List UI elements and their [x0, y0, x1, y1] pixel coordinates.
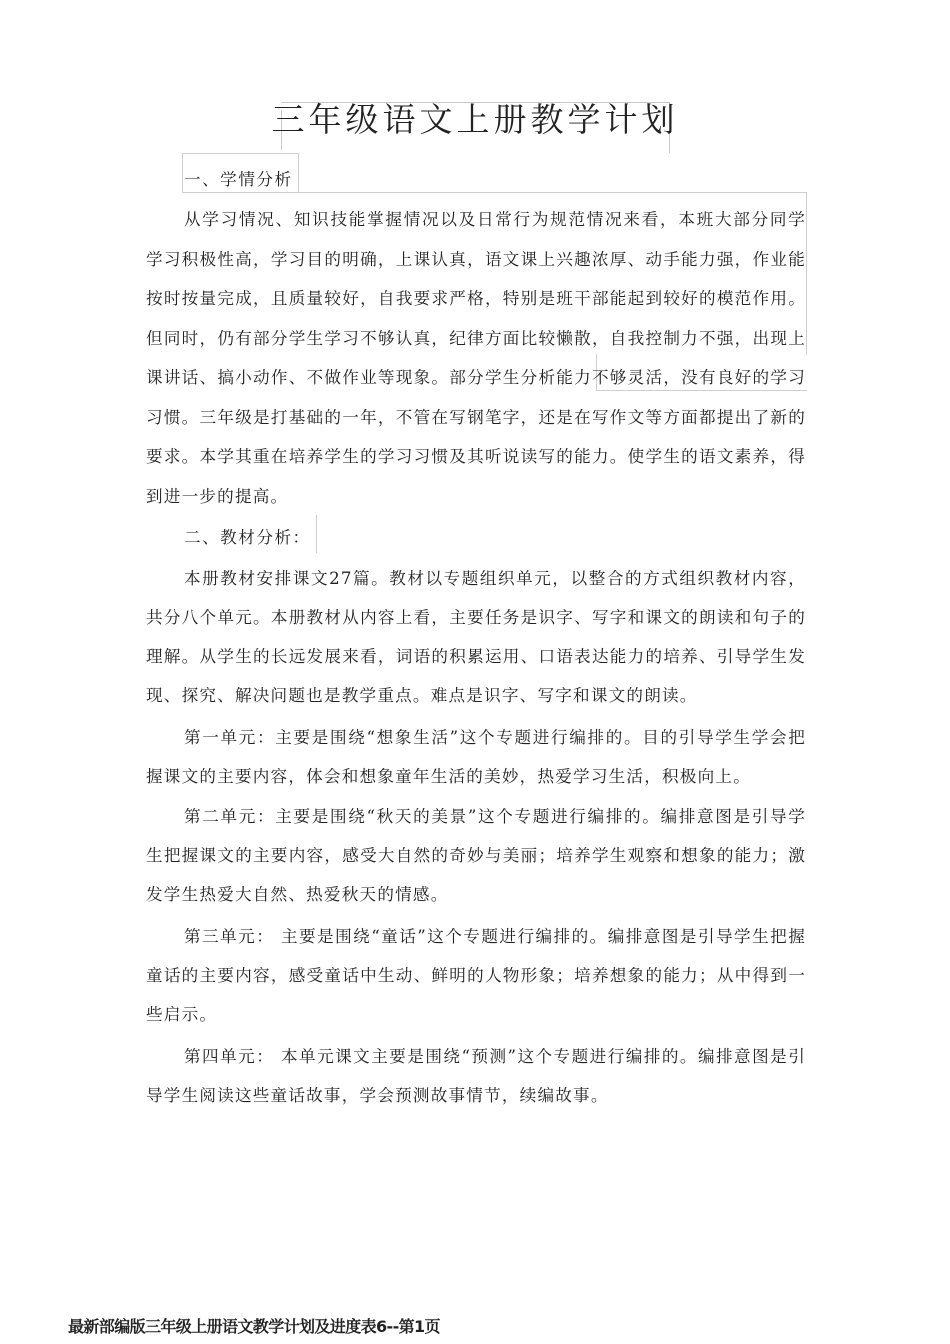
section2-paragraph-textbook: 本册教材安排课文27篇。教材以专题组织单元，以整合的方式组织教材内容，共分八个单元。本册教材从内容上看，主要任务是识字、写字和课文的朗读和句子的理解。从学生的长远发展来看，词语的积累运用、口语表达能力的培养、引导学生发现、探究、解决问题也是教学重点。难点是识字、写字和课文的朗读。 — [146, 569, 806, 705]
section1-heading: 一、学情分析 — [184, 170, 293, 189]
section1-paragraph: 从学习情况、知识技能掌握情况以及日常行为规范情况来看，本班大部分同学学习积极性高，学习目的明确，上课认真，语文课上兴趣浓厚、动手能力强，作业能按时按量完成，且质量较好，自我要求严格，特别是班干部能起到较好的模范作用。但同时，仍有部分学生学习不够认真，纪律方面比较懒散，自我控制力不强，出现上课讲话、搞小动作、不做作业等现象。部分学生分析能力不够灵活，没有良好的学习习惯。三年级是打基础的一年，不管在写钢笔字，还是在写作文等方面都提出了新的要求。本学其重在培养学生的学习习惯及其听说读写的能力。使学生的语文素养，得到进一步的提高。 — [146, 210, 806, 506]
section2-paragraph-unit4: 第四单元： 本单元课文主要是围绕“预测”这个专题进行编排的。编排意图是引导学生阅读这些童话故事，学会预测故事情节，续编故事。 — [146, 1047, 806, 1105]
section2-paragraph-unit2: 第二单元：主要是围绕“秋天的美景”这个专题进行编排的。编排意图是引导学生把握课文的主要内容，感受大自然的奇妙与美丽；培养学生观察和想象的能力；激发学生热爱大自然、热爱秋天的情感。 — [146, 807, 806, 904]
section2-heading: 二、教材分析： — [184, 528, 311, 547]
document-title: 三年级语文上册教学计划 — [271, 100, 679, 139]
section2-paragraph-unit3: 第三单元： 主要是围绕“童话”这个专题进行编排的。编排意图是引导学生把握童话的主要内容，感受童话中生动、鲜明的人物形象；培养想象的能力；从中得到一些启示。 — [146, 927, 806, 1024]
section2-paragraph-unit1: 第一单元：主要是围绕“想象生活”这个专题进行编排的。目的引导学生学会把握课文的主要内容，体会和想象童年生活的美妙，热爱学习生活，积极向上。 — [146, 728, 806, 786]
page-footer: 最新部编版三年级上册语文教学计划及进度表6--第1页 — [68, 1317, 440, 1336]
heading2-frame — [316, 515, 317, 553]
